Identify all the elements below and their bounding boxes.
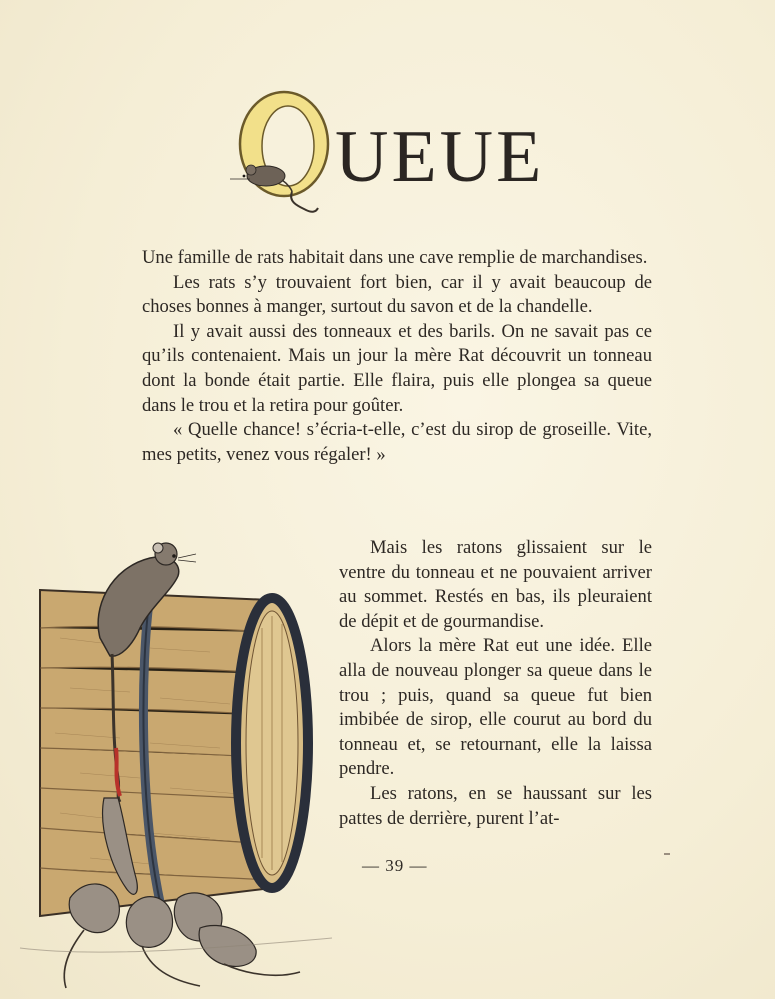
body-text-full-width [142,246,652,467]
body-text-narrow-column [339,536,652,831]
title-text: UEUE [335,116,545,198]
paragraph: Les rats s’y trouvaient fort bien, car il y avait beaucoup de choses bonnes à manger, surtout du savon et de la chandelle. [142,271,652,318]
paragraph: « Quelle chance! s’écria-t-elle, c’est du sirop de groseille. Vite, mes petits, venez vous régaler! » [142,419,652,465]
paragraph: Il y avait aussi des tonneaux et des barils. On ne savait pas ce qu’ils contenaient. Mais un jour la mère Rat découvrit un tonneau dont la bonde était partie. Elle flaira, puis elle plongea sa queue dans le trou et la retira pour goûter. [142,320,652,416]
rats-climbing-barrel-illustration [0,528,335,999]
paragraph: Alors la mère Rat eut une idée. Elle alla de nouveau plonger sa queue dans le trou ; puis, quand sa queue fut bien imbibée de sirop, elle courut au bord du tonneau et, se retournant, elle la laissa pendre. [339,635,652,780]
page-number: — 39 — [362,856,428,875]
dropcap-initial [222,84,342,224]
print-speck [664,853,670,855]
paragraph: Les ratons, en se haussant sur les pattes de derrière, purent l’at- [339,782,652,829]
paragraph: Mais les ratons glissaient sur le ventre du tonneau et ne pouvaient arriver au sommet. Restés en bas, ils pleuraient de dépit et de gourmandise. [339,537,652,632]
chapter-title [222,84,552,224]
paragraph: Une famille de rats habitait dans une cave remplie de marchandises. [142,247,648,268]
